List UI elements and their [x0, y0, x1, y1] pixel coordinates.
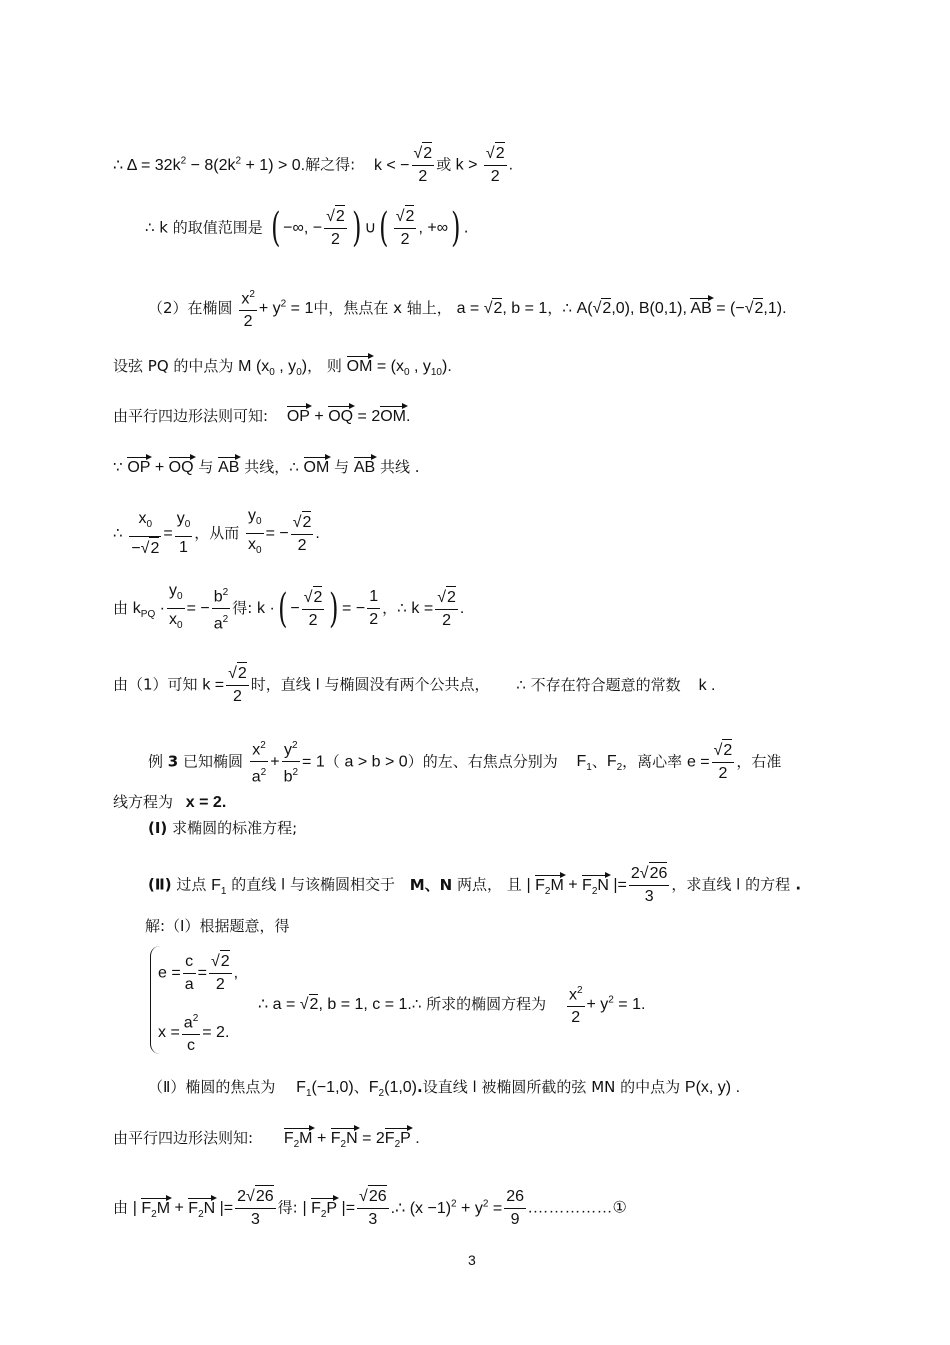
line-k-range: ∴ k 的取值范围是 ( −∞, − $\frac{√2}{2}$ ) ∪( $\frac{√2}{2}$ , +∞) .	[145, 205, 469, 251]
line-midpoint-M: 设弦 PQ 的中点为 M ($x_0$ , $y_0$)， 则 OM = ($x_0$ , $y_{10}$).	[113, 357, 452, 379]
line-ellipse-result: ∴ a = √2, b = 1, c = 1.∴ 所求的椭圆方程为 $\frac{x^2}{2}$ + $y^2 = 1$.	[258, 980, 645, 1029]
line-parallelogram-2: 由平行四边形法则知: $F_2M + F_2N = 2F_2P$ .	[113, 1129, 420, 1151]
line-question-1: (Ⅰ) 求椭圆的标准方程;	[148, 819, 298, 837]
line-part2-setup: （2）在椭圆 $\frac{x^2}{2}$ + $y^2 = 1$中，焦点在 x 轴上， a = √2, b = 1，∴ A(√2,0), B(0,1), AB = (−√2,1).	[148, 284, 787, 333]
line-parallelogram-1: 由平行四边形法则可知: OP + OQ = 2OM.	[113, 407, 411, 425]
line-ratio: ∴ $\frac{x_0}{-√2}$ = $\frac{y_0}{1}$ ，从而 $\frac{y_0}{x_0}$ = − $\frac{√2}{2}$ .	[113, 505, 320, 562]
system-eq-1: e = $\frac{c}{a}$ = $\frac{√2}{2}$ ,	[158, 950, 238, 996]
line-solution-start: 解:（Ⅰ）根据题意，得	[145, 917, 290, 935]
line-circle-eq: 由 | $F_2M + F_2N$ |= $\frac{2√26}{3}$ 得: | $F_2P$ |= $\frac{√26}{3}$ .∴ $(x -1)^2 + y^2$ = $\frac{26}{9}$ .……………①	[113, 1185, 627, 1231]
line-foci: （Ⅱ）椭圆的焦点为 $F_1(-1,0)$、$F_2(1,0)$.设直线 l 被椭圆所截的弦 MN 的中点为 P(x, y) .	[148, 1078, 741, 1100]
line-slope-product: 由 $k_{PQ}$ · $\frac{y_0}{x_0}$ = − $\frac{b^2}{a^2}$ 得: k ·( − $\frac{√2}{2}$ ) = − $\frac{1}{2}$ ，∴ k = $\frac{√2}{2}$ .	[113, 582, 465, 633]
line-example3: 例 3 已知椭圆 $\frac{x^2}{a^2}$ + $\frac{y^2}{b^2}$ = 1（ a > b > 0）的左、右焦点分别为 $F_1$、$F_2$，离心率 e = $\frac{√2}{2}$ ，右准	[148, 735, 781, 789]
line-delta-condition: ∴ $\Delta = 32k^2 - 8(2k^2 + 1) > 0$.解之得: k < − $\frac{√2}{2}$ 或 k > $\frac{√2}{2}$ .	[113, 142, 513, 188]
line-collinear: ∵ OP + OQ 与 AB 共线，∴ OM 与 AB 共线 .	[113, 458, 420, 476]
line-directrix: 线方程为 x = 2.	[113, 793, 227, 811]
line-question-2: (Ⅱ) 过点 $F_1$ 的直线 l 与该椭圆相交于 M、N 两点， 且 | $F_2M + F_2N$ |= $\frac{2√26}{3}$ ，求直线 l 的方程 .	[148, 862, 801, 908]
system-eq-2: x = $\frac{a^2}{c}$ = 2.	[158, 1008, 229, 1057]
line-no-solution: 由（1）可知 k = $\frac{√2}{2}$ 时，直线 l 与椭圆没有两个公共点， ∴ 不存在符合题意的常数 k .	[113, 662, 716, 708]
page-number: 3	[468, 1252, 476, 1268]
